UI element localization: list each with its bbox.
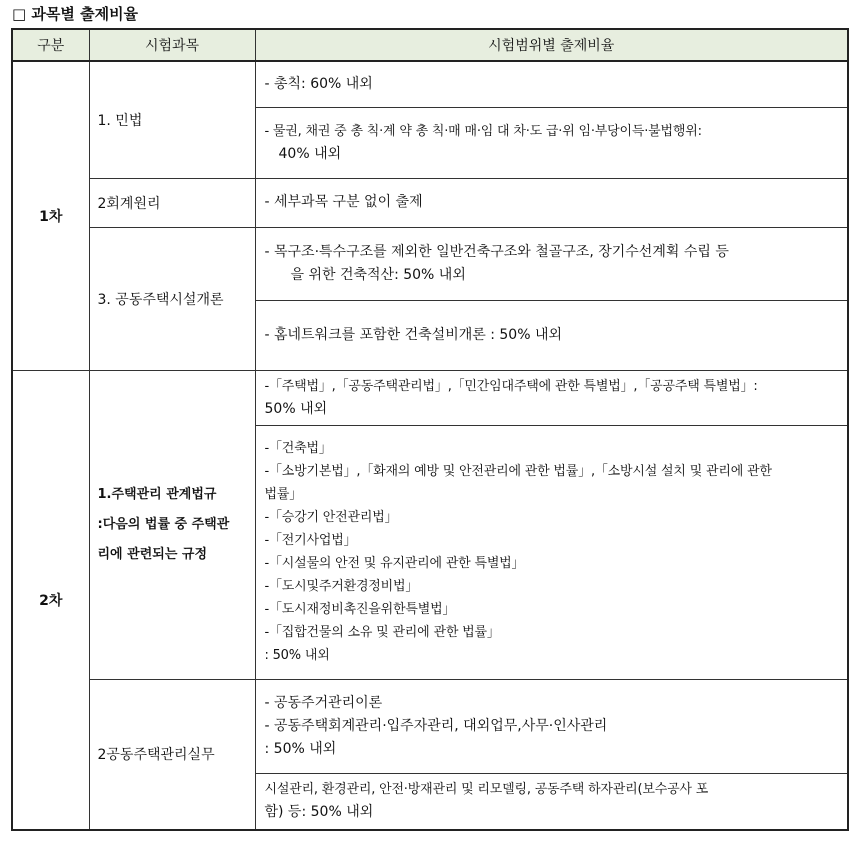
table-row (12, 227, 848, 300)
subject-housing-facilities: 3. 공동주택시설개론 (89, 227, 255, 370)
subject-housing-practice: 2공동주택관리실무 (89, 679, 255, 830)
table-row (12, 370, 848, 425)
range-cell (255, 370, 848, 425)
range-line: - 물권, 채권 중 총 칙·계 약 총 칙·매 매·임 대 차·도 급·위 임·부당이득·불법행위: (264, 123, 702, 139)
range-cell (255, 679, 848, 773)
subject-accounting: 2회계원리 (89, 178, 255, 227)
section-heading: □ 과목별 출제비율 (12, 5, 139, 23)
table-row (12, 61, 848, 107)
range-line: 법률」 (264, 487, 303, 502)
range-line: : 50% 내외 (264, 740, 337, 757)
range-line: - 총칙: 60% 내외 (264, 75, 373, 92)
subject-civil-law: 1. 민법 (89, 61, 255, 178)
range-line: - 공동주거관리이론 (264, 694, 383, 711)
range-cell (255, 425, 848, 679)
round-2-label: 2차 (12, 370, 89, 830)
header-range: 시험범위별 출제비율 (255, 29, 848, 61)
range-cell (255, 61, 848, 107)
range-line: 시설관리, 환경관리, 안전·방재관리 및 리모델링, 공동주택 하자관리(보수공사 포 (264, 782, 709, 798)
range-line: -「건축법」 (264, 441, 332, 456)
range-line: 함) 등: 50% 내외 (264, 804, 374, 821)
exam-ratio-table (11, 28, 849, 831)
range-line: -「승강기 안전관리법」 (264, 510, 398, 525)
range-cell (255, 178, 848, 227)
range-line: - 세부과목 구분 없이 출제 (264, 194, 423, 210)
subject-line: 리에 관련되는 규정 (97, 546, 208, 562)
range-line: -「전기사업법」 (264, 533, 357, 548)
header-subject: 시험과목 (89, 29, 255, 61)
range-line: -「주택법」,「공동주택관리법」,「민간임대주택에 관한 특별법」,「공공주택 특별법」: (264, 378, 758, 394)
range-line: -「집합건물의 소유 및 관리에 관한 법률」 (264, 625, 500, 640)
range-line: 40% 내외 (278, 145, 342, 162)
range-line: - 홈네트워크를 포함한 건축설비개론 : 50% 내외 (264, 326, 562, 343)
range-cell (255, 773, 848, 830)
range-line: 50% 내외 (264, 400, 328, 417)
range-cell (255, 107, 848, 178)
subject-housing-law (89, 370, 255, 679)
header-row (12, 29, 848, 61)
range-line: : 50% 내외 (264, 648, 330, 663)
range-line: 을 위한 건축적산: 50% 내외 (290, 266, 466, 283)
range-line: - 공동주택회계관리·입주자관리, 대외업무,사무·인사관리 (264, 717, 608, 734)
range-line: -「소방기본법」,「화재의 예방 및 안전관리에 관한 법률」,「소방시설 설치 및 관리에 관한 (264, 464, 772, 479)
range-line: -「시설물의 안전 및 유지관리에 관한 특별법」 (264, 556, 525, 571)
range-cell (255, 227, 848, 300)
header-gubun: 구분 (12, 29, 89, 61)
table-row (12, 178, 848, 227)
range-line: - 목구조·특수구조를 제외한 일반건축구조와 철골구조, 장기수선계획 수립 등 (264, 243, 729, 260)
range-line: -「도시재정비촉진을위한특별법」 (264, 602, 456, 617)
range-cell (255, 300, 848, 370)
range-line: -「도시및주거환경정비법」 (264, 579, 419, 594)
round-1-label: 1차 (12, 61, 89, 370)
subject-line: 1.주택관리 관계법규 (97, 486, 217, 502)
subject-line: :다음의 법률 중 주택관 (97, 516, 230, 532)
table-row (12, 679, 848, 773)
